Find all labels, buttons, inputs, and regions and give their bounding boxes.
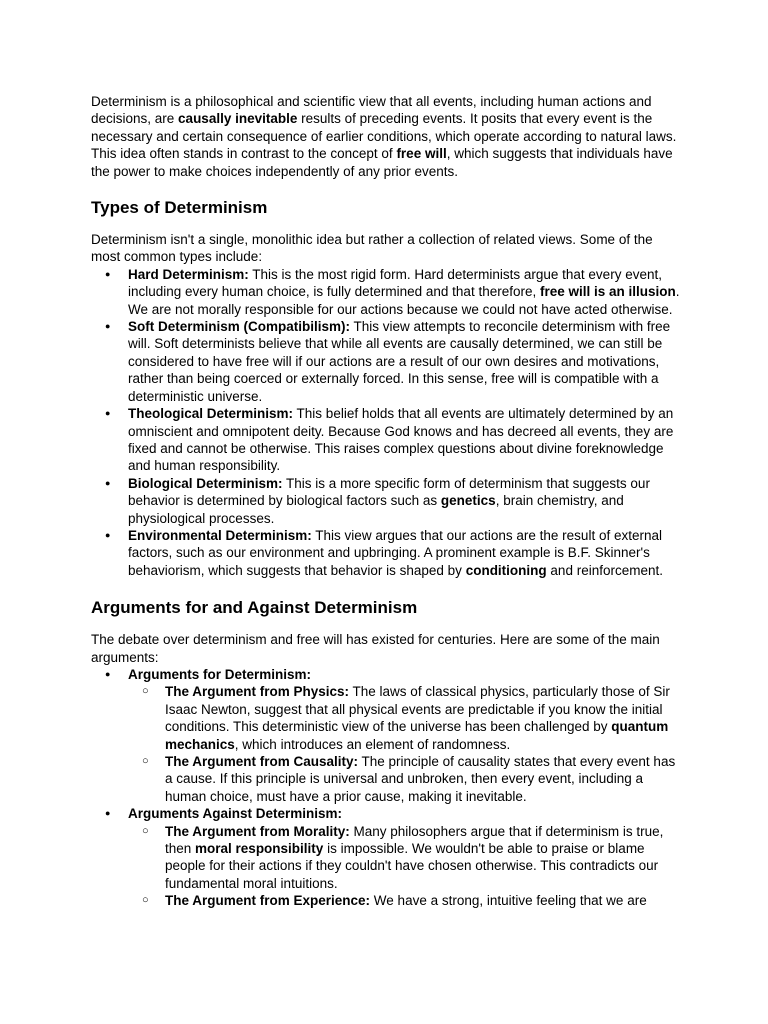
item-label: The Argument from Physics: xyxy=(165,684,350,700)
item-text: is impossible. We wouldn't be able to praise or blame people for their actions if they couldn't have chosen otherwise. This contradicts our fundamental moral intuitions. xyxy=(165,841,659,891)
list-item-arguments-for xyxy=(91,666,683,805)
item-text: This view attempts to reconcile determinism with free will. Soft determinists believe that while all events are causally determined, we can still be considered to have free will if our actions are a result of our own desires and motivations, rather than being coerced or externally forced. In this sense, free will is compatible with a deterministic universe. xyxy=(128,319,671,404)
item-text: The principle of causality states that every event has a cause. If this principle is universal and unbroken, then every event, including a human choice, must have a prior cause, making it inevitable. xyxy=(165,754,676,804)
item-label: Environmental Determinism: xyxy=(128,527,312,543)
arguments-list xyxy=(91,666,683,910)
intro-bold-free-will: free will xyxy=(396,146,447,162)
item-text: We have a strong, intuitive feeling that we are xyxy=(370,893,647,909)
item-label: Hard Determinism: xyxy=(128,266,249,282)
item-text: . We are not morally responsible for our actions because we could not have acted otherwise. xyxy=(128,284,680,317)
intro-text: results of preceding events. It posits that every event is the necessary and certain consequence of earlier conditions, which operate according to natural laws. This idea often stands in contrast to the concept of xyxy=(91,111,677,162)
heading-types-of-determinism: Types of Determinism xyxy=(91,198,268,218)
item-text: Many philosophers argue that if determinism is true, then xyxy=(165,823,664,857)
list-item-hard-determinism xyxy=(91,266,683,318)
types-intro-paragraph: Determinism isn't a single, monolithic idea but rather a collection of related views. Some of the most common types include: xyxy=(91,232,653,265)
types-list xyxy=(91,266,683,579)
item-label: The Argument from Morality: xyxy=(165,823,350,839)
item-bold-text: conditioning xyxy=(465,562,547,578)
item-bold-text: quantum mechanics xyxy=(165,719,669,752)
item-bold-text: genetics xyxy=(440,493,496,509)
item-label: Arguments Against Determinism: xyxy=(128,806,343,822)
item-text: This view argues that our actions are the result of external factors, such as our environment and upbringing. A prominent example is B.F. Skinner's behaviorism, which suggests that behavior is shaped by xyxy=(128,527,662,578)
sublist-item-morality xyxy=(128,823,683,893)
item-text: This belief holds that all events are ultimately determined by an omniscient and omnipotent deity. Because God knows and has decreed all events, they are fixed and cannot be otherwise. This raises complex questions about divine foreknowledge and human responsibility. xyxy=(128,406,674,474)
arguments-for-sublist xyxy=(128,683,683,805)
item-label: Biological Determinism: xyxy=(128,475,283,491)
item-text: The laws of classical physics, particularly those of Sir Isaac Newton, suggest that all physical events are predictable if you know the initial conditions. This deterministic view of the universe has been challenged by xyxy=(165,684,670,735)
list-item-environmental-determinism xyxy=(91,527,683,579)
list-item-arguments-against xyxy=(91,805,683,909)
list-item-theological-determinism xyxy=(91,405,683,475)
sublist-item-causality xyxy=(128,753,683,805)
arguments-against-sublist xyxy=(128,823,683,910)
intro-bold-causally-inevitable: causally inevitable xyxy=(178,111,298,127)
list-item-soft-determinism xyxy=(91,318,683,405)
item-text: , which introduces an element of randomness. xyxy=(234,736,511,752)
document-page xyxy=(91,93,683,910)
list-item-biological-determinism xyxy=(91,475,683,527)
item-text: This is a more specific form of determinism that suggests our behavior is determined by biological factors such as xyxy=(128,475,650,509)
item-label: Soft Determinism (Compatibilism): xyxy=(128,319,351,335)
sublist-item-experience xyxy=(128,892,683,909)
item-text: This is the most rigid form. Hard determinists argue that every event, including every human choice, is fully determined and that therefore, xyxy=(128,266,662,300)
intro-text: , which suggests that individuals have the power to make choices independently of any prior events. xyxy=(91,146,673,179)
item-text: and reinforcement. xyxy=(546,562,663,578)
item-bold-text: moral responsibility xyxy=(195,841,324,857)
item-text: , brain chemistry, and physiological processes. xyxy=(128,493,624,526)
item-label: Arguments for Determinism: xyxy=(128,666,312,682)
arguments-intro-paragraph: The debate over determinism and free will has existed for centuries. Here are some of the main arguments: xyxy=(91,632,660,665)
item-label: The Argument from Causality: xyxy=(165,754,359,769)
intro-text: Determinism is a philosophical and scientific view that all events, including human actions and decisions, are xyxy=(91,94,652,127)
sublist-item-physics xyxy=(128,683,683,753)
item-bold-text: free will is an illusion xyxy=(539,284,676,300)
heading-arguments: Arguments for and Against Determinism xyxy=(91,598,418,618)
item-label: The Argument from Experience: xyxy=(165,893,371,909)
item-label: Theological Determinism: xyxy=(128,406,294,422)
intro-paragraph xyxy=(91,93,683,180)
